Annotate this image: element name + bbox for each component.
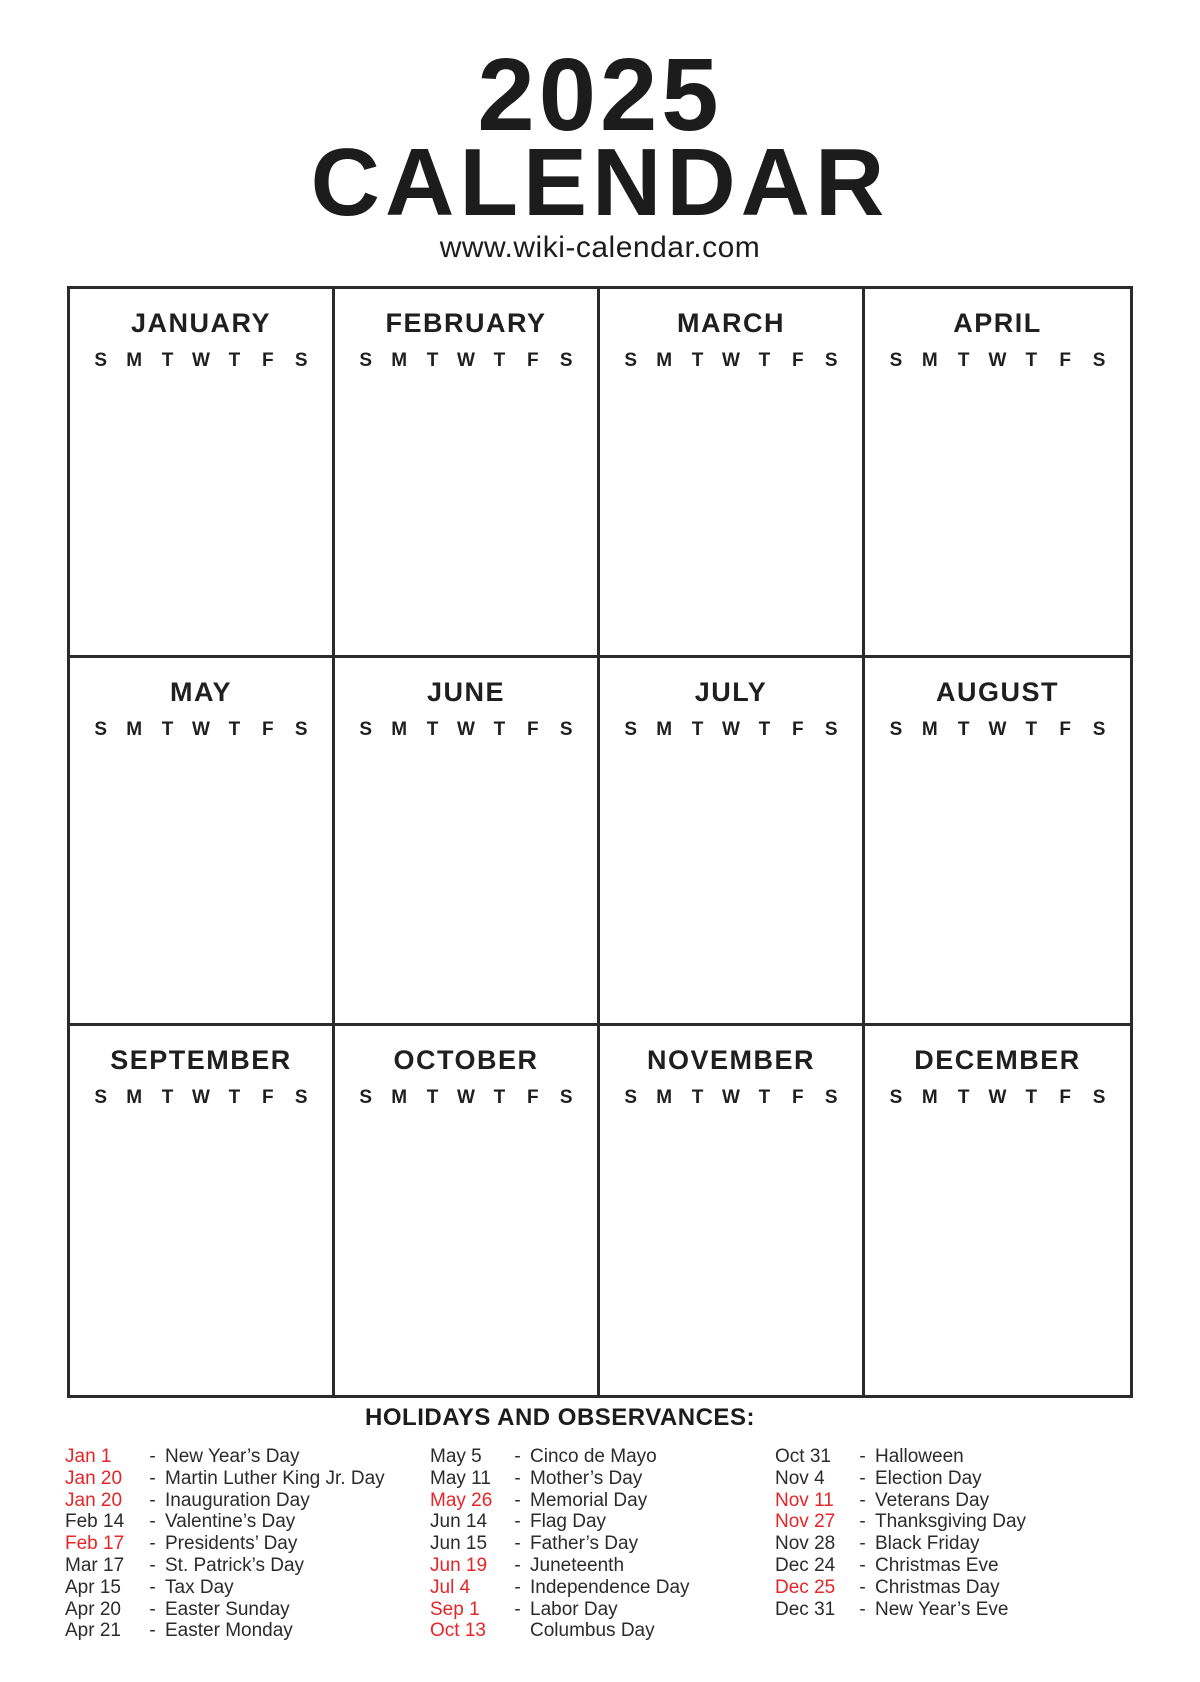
weekday-header: F bbox=[792, 718, 804, 740]
holiday-row bbox=[430, 1533, 775, 1555]
holiday-row bbox=[775, 1490, 1120, 1512]
holiday-dash: - bbox=[859, 1598, 866, 1620]
year-months-grid bbox=[67, 286, 1133, 1398]
month-title: NOVEMBER bbox=[646, 1045, 815, 1076]
weekday-header: T bbox=[228, 718, 241, 740]
month-october bbox=[335, 1026, 600, 1395]
holiday-name: New Year’s Day bbox=[165, 1446, 300, 1467]
weekday-header-row bbox=[879, 349, 1116, 373]
weekday-header: T bbox=[228, 350, 241, 371]
month-title: MARCH bbox=[677, 308, 785, 338]
holiday-name: Easter Monday bbox=[165, 1620, 293, 1642]
weekday-header-row bbox=[349, 349, 583, 373]
holiday-row bbox=[775, 1446, 1120, 1468]
weekday-header: W bbox=[722, 718, 740, 740]
holidays-list bbox=[0, 1446, 1120, 1642]
month-november bbox=[600, 1026, 865, 1395]
weekday-header: W bbox=[192, 1087, 210, 1109]
weekday-header: W bbox=[988, 1087, 1007, 1109]
weekday-header: T bbox=[1025, 718, 1038, 740]
holiday-date: Jan 20 bbox=[65, 1467, 123, 1489]
holiday-row bbox=[65, 1599, 430, 1621]
weekday-header: S bbox=[359, 350, 373, 371]
holiday-row bbox=[430, 1599, 775, 1621]
weekday-header-row bbox=[84, 1086, 318, 1110]
holiday-row bbox=[65, 1620, 430, 1642]
holiday-dash: - bbox=[859, 1467, 866, 1489]
weekday-header-row bbox=[349, 1086, 583, 1110]
holiday-column bbox=[430, 1446, 775, 1642]
holiday-name: Veterans Day bbox=[875, 1489, 990, 1511]
holiday-row bbox=[775, 1511, 1120, 1533]
holiday-date: Feb 17 bbox=[65, 1533, 125, 1555]
weekday-header-row bbox=[84, 349, 318, 373]
holiday-name: New Year’s Eve bbox=[875, 1598, 1009, 1620]
weekday-header: M bbox=[921, 1087, 938, 1109]
holiday-date: Dec 31 bbox=[775, 1598, 836, 1620]
holiday-dash: - bbox=[149, 1489, 156, 1511]
holiday-date: Jan 1 bbox=[65, 1446, 112, 1467]
month-title: FEBRUARY bbox=[385, 308, 547, 338]
weekday-header: W bbox=[457, 718, 475, 740]
holiday-dash: - bbox=[859, 1533, 866, 1555]
weekday-header: T bbox=[758, 1087, 771, 1109]
weekday-header: T bbox=[228, 1087, 241, 1109]
weekday-header: T bbox=[426, 1087, 439, 1109]
weekday-header: S bbox=[94, 718, 108, 740]
holiday-name: Father’s Day bbox=[530, 1533, 639, 1555]
holiday-row bbox=[65, 1490, 430, 1512]
month-april bbox=[865, 289, 1130, 658]
holiday-dash: - bbox=[859, 1511, 866, 1533]
holiday-row bbox=[430, 1620, 775, 1642]
holiday-date: Dec 24 bbox=[775, 1554, 836, 1576]
weekday-header: S bbox=[1092, 350, 1106, 371]
holiday-row bbox=[430, 1555, 775, 1577]
calendar-header bbox=[0, 0, 1200, 263]
weekday-header: M bbox=[921, 350, 938, 371]
weekday-header: F bbox=[262, 718, 274, 740]
holiday-date: Dec 25 bbox=[775, 1576, 836, 1598]
weekday-header: W bbox=[192, 718, 210, 740]
holiday-name: Labor Day bbox=[530, 1598, 618, 1620]
weekday-header-row bbox=[614, 349, 848, 373]
holiday-row bbox=[65, 1577, 430, 1599]
holiday-row bbox=[775, 1468, 1120, 1490]
weekday-header: S bbox=[624, 350, 638, 371]
weekday-header: W bbox=[457, 350, 475, 371]
holiday-date: Nov 11 bbox=[775, 1489, 834, 1511]
holiday-dash: - bbox=[514, 1446, 521, 1467]
holiday-name: Valentine’s Day bbox=[165, 1511, 296, 1533]
holiday-date: Jun 15 bbox=[430, 1533, 488, 1555]
weeks-container bbox=[879, 754, 1116, 1002]
month-title: JUNE bbox=[426, 676, 506, 707]
weekday-header: M bbox=[126, 1087, 143, 1109]
holiday-date: Feb 14 bbox=[65, 1511, 125, 1533]
weekday-header: S bbox=[889, 350, 903, 371]
holiday-name: Cinco de Mayo bbox=[530, 1446, 657, 1467]
holiday-date: Apr 21 bbox=[65, 1620, 121, 1642]
holiday-row bbox=[430, 1490, 775, 1512]
weekday-header: S bbox=[94, 1087, 108, 1109]
weekday-header: T bbox=[691, 350, 704, 371]
weekday-header: T bbox=[957, 350, 970, 371]
holiday-dash: - bbox=[149, 1533, 156, 1555]
holiday-name: Christmas Eve bbox=[875, 1554, 999, 1576]
holiday-name: Memorial Day bbox=[530, 1489, 648, 1511]
weekday-header: F bbox=[527, 1087, 539, 1109]
weekday-header: W bbox=[988, 350, 1007, 371]
weekday-header: S bbox=[824, 718, 838, 740]
weekday-header: W bbox=[457, 1087, 475, 1109]
month-december bbox=[865, 1026, 1130, 1395]
holiday-date: Nov 27 bbox=[775, 1511, 836, 1533]
holiday-name: Presidents’ Day bbox=[165, 1533, 298, 1555]
weeks-container bbox=[84, 1122, 318, 1373]
month-january bbox=[70, 289, 335, 658]
holiday-row bbox=[775, 1577, 1120, 1599]
holiday-name: St. Patrick’s Day bbox=[165, 1554, 305, 1576]
holiday-date: Oct 13 bbox=[430, 1620, 486, 1642]
weekday-header: S bbox=[1092, 1087, 1106, 1109]
month-title: JULY bbox=[694, 676, 768, 707]
weekday-header: F bbox=[262, 350, 274, 371]
weekday-header: S bbox=[359, 1087, 373, 1109]
holiday-date: Jun 14 bbox=[430, 1511, 488, 1533]
weeks-container bbox=[349, 385, 583, 633]
holiday-date: Nov 4 bbox=[775, 1467, 825, 1489]
weekday-header: M bbox=[391, 1087, 408, 1109]
holiday-dash: - bbox=[514, 1489, 521, 1511]
weekday-header-row bbox=[614, 718, 848, 742]
holiday-row bbox=[430, 1446, 775, 1468]
weekday-header: M bbox=[656, 350, 673, 371]
weekday-header: S bbox=[1092, 718, 1106, 740]
weekday-header: F bbox=[1059, 350, 1072, 371]
weekday-header: F bbox=[527, 350, 539, 371]
holiday-column bbox=[65, 1446, 430, 1642]
holiday-dash: - bbox=[149, 1511, 156, 1533]
weekday-header-row bbox=[879, 1086, 1116, 1110]
holiday-date: May 5 bbox=[430, 1446, 482, 1467]
weekday-header: T bbox=[426, 718, 439, 740]
holiday-date: Jul 4 bbox=[430, 1576, 471, 1598]
holiday-name: Mother’s Day bbox=[530, 1467, 643, 1489]
weekday-header: T bbox=[493, 718, 506, 740]
month-june bbox=[335, 658, 600, 1027]
weeks-container bbox=[349, 754, 583, 1002]
weekday-header: F bbox=[1059, 1087, 1072, 1109]
holiday-row bbox=[65, 1511, 430, 1533]
weekday-header: T bbox=[426, 350, 439, 371]
weekday-header: T bbox=[493, 1087, 506, 1109]
weekday-header: S bbox=[824, 350, 838, 371]
weekday-header: M bbox=[391, 718, 408, 740]
month-title: DECEMBER bbox=[914, 1045, 1081, 1076]
holiday-name: Thanksgiving Day bbox=[875, 1511, 1027, 1533]
holiday-name: Election Day bbox=[875, 1467, 982, 1489]
holiday-dash: - bbox=[149, 1446, 156, 1467]
holiday-date: Nov 28 bbox=[775, 1533, 836, 1555]
weekday-header: T bbox=[161, 718, 174, 740]
weekday-header: T bbox=[691, 718, 704, 740]
weekday-header: T bbox=[1025, 350, 1038, 371]
month-march bbox=[600, 289, 865, 658]
weeks-container bbox=[84, 754, 318, 1002]
holiday-name: Halloween bbox=[875, 1446, 964, 1467]
website-url: www.wiki-calendar.com bbox=[439, 230, 761, 264]
weekday-header: F bbox=[792, 350, 804, 371]
holiday-column bbox=[775, 1446, 1120, 1642]
holiday-dash: - bbox=[859, 1446, 866, 1467]
holiday-dash bbox=[505, 1620, 530, 1642]
holiday-name: Juneteenth bbox=[530, 1554, 625, 1576]
weeks-container bbox=[614, 754, 848, 1002]
holiday-row bbox=[775, 1555, 1120, 1577]
month-may bbox=[70, 658, 335, 1027]
weeks-container bbox=[84, 385, 318, 633]
weekday-header: T bbox=[161, 350, 174, 371]
weekday-header: F bbox=[262, 1087, 274, 1109]
weeks-container bbox=[614, 385, 848, 633]
weekday-header: W bbox=[722, 350, 740, 371]
holiday-date: May 11 bbox=[430, 1467, 491, 1489]
month-title: MAY bbox=[169, 676, 233, 707]
weekday-header: M bbox=[391, 350, 408, 371]
holidays-heading: HOLIDAYS AND OBSERVANCES: bbox=[365, 1404, 755, 1431]
weekday-header: S bbox=[824, 1087, 838, 1109]
weekday-header-row bbox=[614, 1086, 848, 1110]
weekday-header: S bbox=[294, 1087, 308, 1109]
month-july bbox=[600, 658, 865, 1027]
month-august bbox=[865, 658, 1130, 1027]
weekday-header: T bbox=[493, 350, 506, 371]
holiday-name: Martin Luther King Jr. Day bbox=[165, 1467, 385, 1489]
holiday-name: Flag Day bbox=[530, 1511, 607, 1533]
weekday-header: S bbox=[94, 350, 108, 371]
weekday-header-row bbox=[879, 718, 1116, 742]
holiday-name: Columbus Day bbox=[530, 1620, 655, 1642]
weekday-header: S bbox=[359, 718, 373, 740]
holiday-row bbox=[65, 1533, 430, 1555]
weekday-header: S bbox=[559, 1087, 573, 1109]
holiday-date: Oct 31 bbox=[775, 1446, 831, 1467]
holiday-date: Jan 20 bbox=[65, 1489, 123, 1511]
weekday-header: S bbox=[294, 718, 308, 740]
weekday-header: T bbox=[957, 718, 970, 740]
holiday-name: Tax Day bbox=[165, 1576, 234, 1598]
weekday-header: S bbox=[559, 350, 573, 371]
weekday-header: F bbox=[1059, 718, 1072, 740]
weekday-header: S bbox=[889, 718, 903, 740]
weekday-header-row bbox=[84, 718, 318, 742]
holiday-date: Sep 1 bbox=[430, 1598, 480, 1620]
holiday-name: Independence Day bbox=[530, 1576, 690, 1598]
holiday-dash: - bbox=[514, 1467, 521, 1489]
holiday-dash: - bbox=[859, 1576, 866, 1598]
weekday-header: M bbox=[126, 718, 143, 740]
weekday-header: M bbox=[921, 718, 938, 740]
weeks-container bbox=[879, 385, 1116, 633]
weekday-header: S bbox=[294, 350, 308, 371]
weekday-header: S bbox=[889, 1087, 903, 1109]
holiday-dash: - bbox=[149, 1554, 156, 1576]
weeks-container bbox=[614, 1122, 848, 1373]
holiday-date: Mar 17 bbox=[65, 1554, 125, 1576]
holiday-name: Black Friday bbox=[875, 1533, 980, 1555]
holiday-dash: - bbox=[514, 1554, 521, 1576]
holiday-row bbox=[430, 1577, 775, 1599]
holiday-date: Apr 20 bbox=[65, 1598, 121, 1620]
holiday-name: Inauguration Day bbox=[165, 1489, 310, 1511]
holiday-name: Easter Sunday bbox=[165, 1598, 290, 1620]
weekday-header: S bbox=[624, 1087, 638, 1109]
page-title-word: CALENDAR bbox=[310, 128, 890, 236]
holiday-name: Christmas Day bbox=[875, 1576, 1000, 1598]
month-title: AUGUST bbox=[936, 676, 1059, 707]
holiday-dash: - bbox=[149, 1598, 156, 1620]
holiday-dash: - bbox=[514, 1511, 521, 1533]
month-title: JANUARY bbox=[130, 308, 271, 338]
weekday-header: S bbox=[559, 718, 573, 740]
holiday-dash: - bbox=[859, 1554, 866, 1576]
holiday-date: Jun 19 bbox=[430, 1554, 488, 1576]
holiday-date: Apr 15 bbox=[65, 1576, 121, 1598]
weekday-header: W bbox=[722, 1087, 740, 1109]
holiday-row bbox=[65, 1555, 430, 1577]
month-title: OCTOBER bbox=[393, 1045, 539, 1076]
month-title: SEPTEMBER bbox=[110, 1045, 292, 1076]
holiday-dash: - bbox=[149, 1576, 156, 1598]
weekday-header-row bbox=[349, 718, 583, 742]
weeks-container bbox=[879, 1122, 1116, 1373]
holiday-dash: - bbox=[859, 1489, 866, 1511]
weeks-container bbox=[349, 1122, 583, 1373]
page-title-year: 2025 bbox=[477, 37, 723, 152]
weekday-header: W bbox=[988, 718, 1007, 740]
holidays-section bbox=[0, 1404, 1120, 1642]
month-september bbox=[70, 1026, 335, 1395]
weekday-header: T bbox=[758, 718, 771, 740]
weekday-header: F bbox=[792, 1087, 804, 1109]
holiday-row bbox=[65, 1468, 430, 1490]
weekday-header: S bbox=[624, 718, 638, 740]
month-title: APRIL bbox=[953, 308, 1042, 338]
holiday-dash: - bbox=[514, 1598, 521, 1620]
weekday-header: T bbox=[161, 1087, 174, 1109]
holiday-dash: - bbox=[514, 1533, 521, 1555]
weekday-header: T bbox=[691, 1087, 704, 1109]
holiday-row bbox=[430, 1511, 775, 1533]
weekday-header: M bbox=[656, 1087, 673, 1109]
holiday-row bbox=[775, 1533, 1120, 1555]
holiday-dash: - bbox=[149, 1467, 156, 1489]
weekday-header: T bbox=[758, 350, 771, 371]
weekday-header: T bbox=[1025, 1087, 1038, 1109]
weekday-header: W bbox=[192, 350, 210, 371]
holiday-dash: - bbox=[514, 1576, 521, 1598]
weekday-header: M bbox=[656, 718, 673, 740]
weekday-header: F bbox=[527, 718, 539, 740]
holiday-date: May 26 bbox=[430, 1489, 493, 1511]
holiday-row bbox=[775, 1599, 1120, 1621]
holiday-row bbox=[65, 1446, 430, 1468]
holiday-row bbox=[430, 1468, 775, 1490]
holiday-dash: - bbox=[149, 1620, 156, 1642]
weekday-header: T bbox=[957, 1087, 970, 1109]
weekday-header: M bbox=[126, 350, 143, 371]
month-february bbox=[335, 289, 600, 658]
